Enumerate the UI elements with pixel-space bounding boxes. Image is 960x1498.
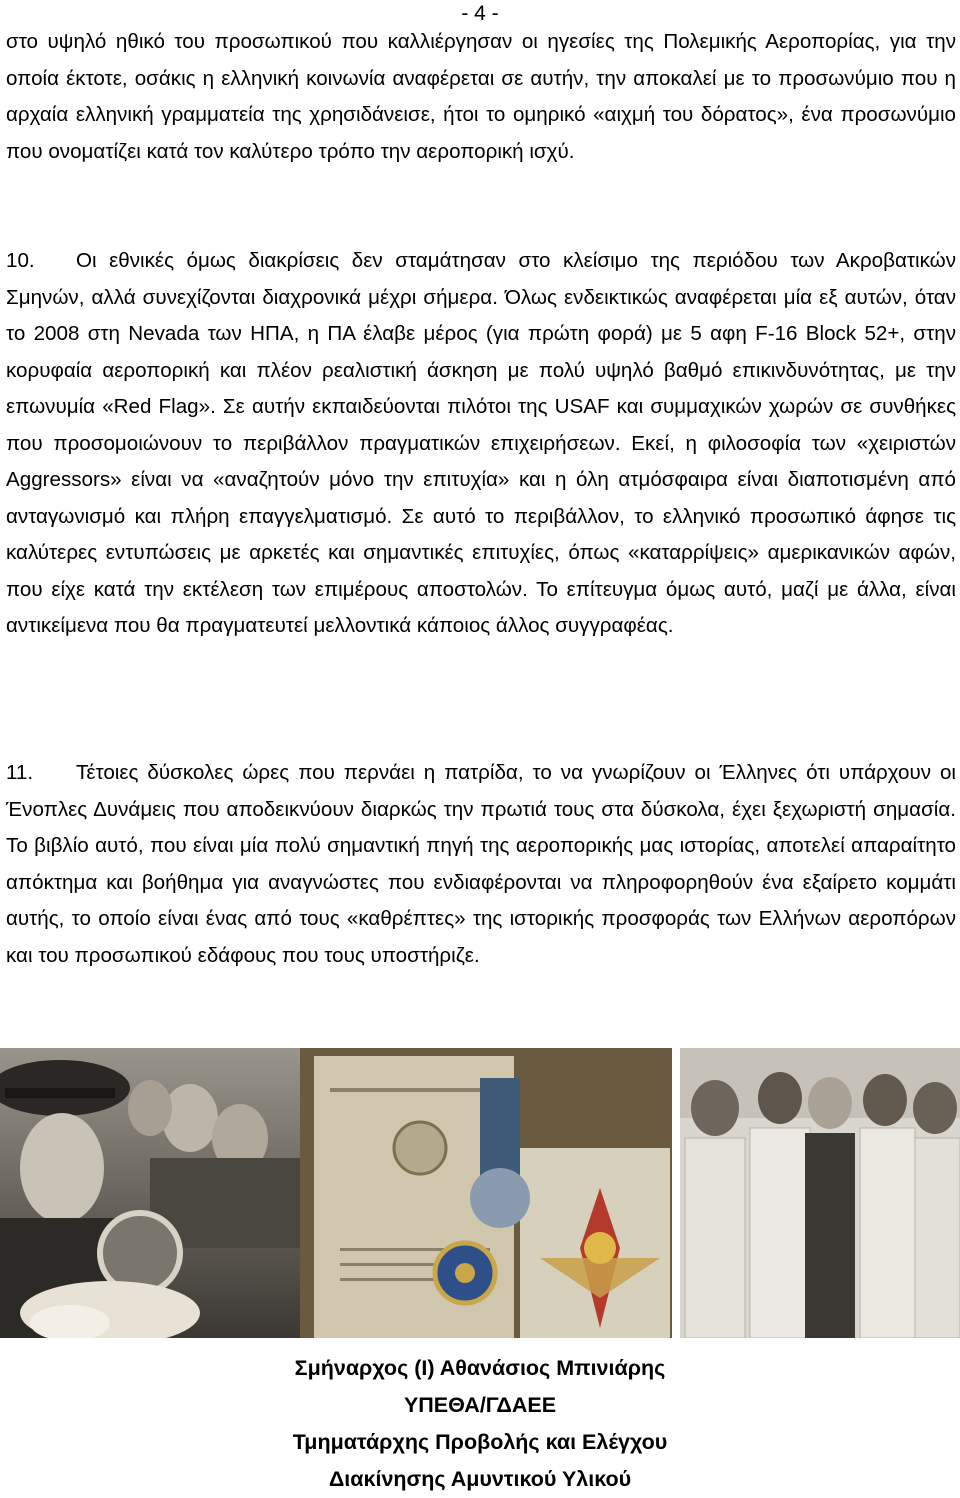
paragraph-11-text: Τέτοιες δύσκολες ώρες που περνάει η πατρίδα, το να γνωρίζουν οι Έλληνες ότι υπάρχουν οι Ένοπλες Δυνάμεις που αποδεικνύουν διαρκώς την πρωτιά τους στα δύσκολα, έχει ξεχωριστή σημασία. Το βιβλίο αυτό, που είναι μία πολύ σημαντική πηγή της αεροπορικής μας ιστορίας, αποτελεί απαραίτητο απόκτημα και βοήθημα για αναγνώστες που ενδιαφέρονται να πληροφορηθούν ένα εξαίρετο κομμάτι αυτής, το οποίο είναι ένας από τους «καθρέπτες» της ιστορικής προσφοράς των Ελλήνων αεροπόρων και του προσωπικού εδάφους που τους υποστήριζε. — [6, 761, 956, 967]
paragraph-intro: στο υψηλό ηθικό του προσωπικού που καλλιέργησαν οι ηγεσίες της Πολεμικής Αεροπορίας, για την οποία έκτοτε, οσάκις η ελληνική κοινωνία αναφέρεται σε αυτήν, την αποκαλεί με το προσωνύμιο που η αρχαία ελληνική γραμματεία της χρησιδάνεισε, ήτοι το ομηρικό «αιχμή του δόρατος», ένα προσωνύμιο που ονοματίζει κατά τον καλύτερο τρόπο την αεροπορική ισχύ. — [6, 30, 956, 163]
page-number: - 4 - — [461, 2, 499, 25]
paragraph-10 — [6, 243, 956, 645]
paragraph-number-11: 11. — [6, 761, 34, 784]
signature-department: ΥΠΕΘΑ/ΓΔΑΕΕ — [403, 1393, 557, 1417]
paragraph-10-text: Οι εθνικές όμως διακρίσεις δεν σταμάτησαν στο κλείσιμο της περιόδου των Ακροβατικών Σμηνών, αλλά συνεχίζονται διαχρονικά μέχρι σήμερα. Όλως ενδεικτικώς αναφέρεται μία εξ αυτών, όταν το 2008 στη Nevada των ΗΠΑ, η ΠΑ έλαβε μέρος (για πρώτη φορά) με 5 αφη F-16 Block 52+, στην κορυφαία αεροπορική και πλέον ρεαλιστική άσκηση με πολύ υψηλό βαθμό επικινδυνότητας, με την επωνυμία «Red Flag». Σε αυτήν εκπαιδεύονται πιλότοι της USAF και συμμαχικών χωρών σε συνθήκες που προσομοιώνουν το περιβάλλον πραγματικών επιχειρήσεων. Εκεί, η φιλοσοφία των «χειριστών Aggressors» είναι να «αναζητούν μόνο την επιτυχία» και η όλη ατμόσφαιρα είναι διαποτισμένη από ανταγωνισμό και πλήρη επαγγελματισμό. Σε αυτό το περιβάλλον, το ελληνικό προσωπικό άφησε τις καλύτερες εντυπώσεις με αρκετές και σημαντικές επιτυχίες, όπως «καταρρίψεις» αμερικανικών αφών, που είχε κατά την εκτέλεση των επιμέρους αποστολών. Το επίτευγμα όμως αυτό, μαζί με άλλα, είναι αντικείμενα που θα πραγματευτεί μελλοντικά κάποιος άλλος συγγραφέας. — [6, 249, 956, 637]
signature-division: Διακίνησης Αμυντικού Υλικού — [328, 1467, 632, 1491]
signature-name: Σμήναρχος (Ι) Αθανάσιος Μπινιάρης — [294, 1356, 666, 1380]
paragraph-number-10: 10. — [6, 249, 35, 272]
photo-collage — [0, 1048, 960, 1338]
pilots-photo — [680, 1048, 960, 1338]
signature-block — [0, 1350, 960, 1498]
signature-title: Τμηματάρχης Προβολής και Ελέγχου — [292, 1430, 668, 1454]
paragraph-11 — [6, 755, 956, 974]
officers-photo — [0, 1048, 300, 1338]
certificate-medals-photo — [300, 1048, 672, 1338]
